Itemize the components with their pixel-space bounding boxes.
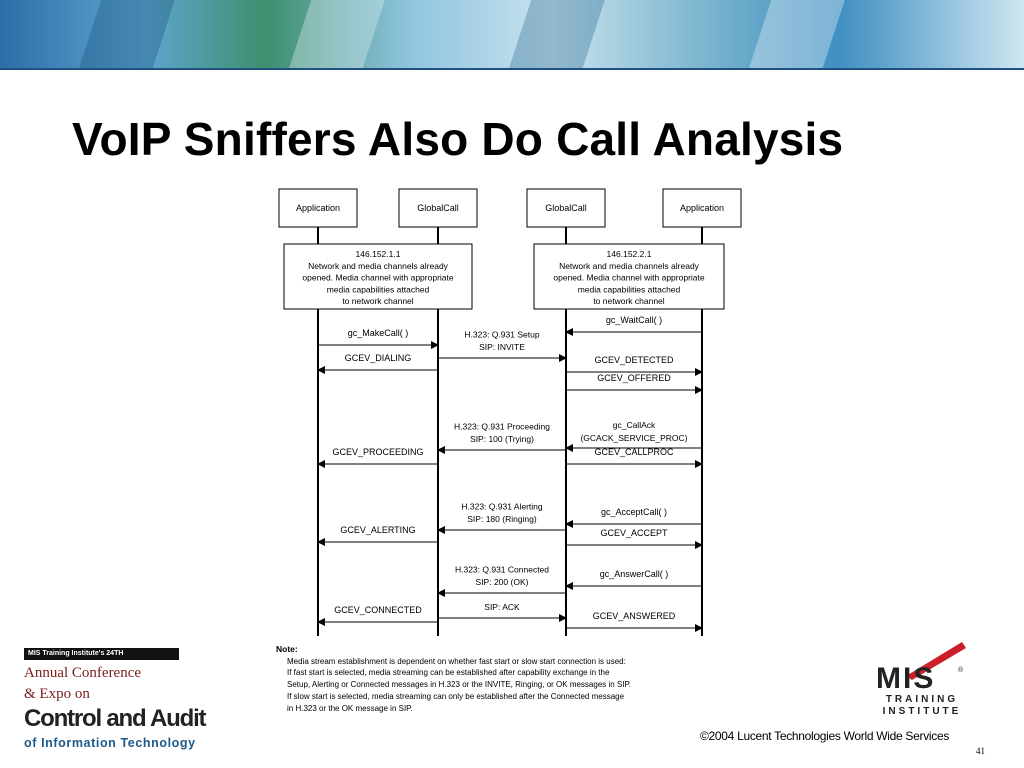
copyright-text: ©2004 Lucent Technologies World Wide Services [700, 729, 950, 743]
diagram-note [276, 644, 746, 714]
conference-line-4: of Information Technology [24, 736, 196, 750]
network-label: SIP: ACK [484, 602, 520, 612]
message-label: gc_CallAck [612, 420, 656, 430]
endpoint-label: Application [295, 203, 341, 213]
state-box-line: opened. Media channel with appropriate [302, 272, 454, 283]
logo-line-1: TRAINING [885, 694, 959, 705]
message-label: GCEV_CONNECTED [334, 605, 422, 615]
endpoint-label: GlobalCall [545, 203, 587, 213]
logo-name: MIS [876, 662, 936, 695]
state-box-line: to network channel [593, 296, 665, 307]
message-label: GCEV_OFFERED [597, 373, 671, 383]
message-label: GCEV_DIALING [344, 353, 412, 363]
state-box-line: 146.152.1.1 [355, 249, 401, 259]
conference-line-1: Annual Conference [24, 665, 142, 681]
note-line: Setup, Alerting or Connected messages in H.323 or the INVITE, Ringing, or OK messages in SIP. [287, 680, 632, 690]
state-box-line: media capabilities attached [577, 284, 681, 295]
note-line: If slow start is selected, media streaming can only be established after the Connected message [287, 691, 625, 701]
note-line: Media stream establishment is dependent on whether fast start or slow start connection is used: [287, 656, 626, 666]
page-number: 41 [976, 746, 985, 756]
logo-mark: ® [958, 667, 964, 674]
state-box-line: Network and media channels already [308, 260, 448, 271]
endpoint-label: Application [679, 203, 725, 213]
message-label: gc_WaitCall( ) [605, 315, 663, 325]
network-label: SIP: 200 (OK) [475, 577, 529, 587]
message-label: GCEV_CALLPROC [594, 447, 674, 457]
message-label: gc_AnswerCall( ) [599, 569, 669, 579]
mis-logo [870, 640, 974, 720]
message-label: GCEV_ALERTING [340, 525, 416, 535]
network-label: H.323: Q.931 Alerting [461, 501, 543, 512]
conference-logo [24, 648, 224, 750]
state-box-line: Network and media channels already [559, 260, 699, 271]
state-box-line: media capabilities attached [326, 284, 430, 295]
message-label: gc_AcceptCall( ) [600, 507, 668, 517]
conference-bar: MIS Training Institute's 24TH [24, 648, 179, 660]
message-label: gc_MakeCall( ) [347, 328, 409, 338]
network-label: SIP: INVITE [479, 342, 525, 352]
message-label: (GCACK_SERVICE_PROC) [580, 433, 688, 443]
logo-line-2: INSTITUTE [882, 706, 962, 717]
note-heading: Note: [276, 644, 298, 654]
network-label: H.323: Q.931 Setup [464, 329, 540, 340]
note-line: If fast start is selected, media streaming can be established after capability exchange in the [287, 668, 610, 678]
message-label: GCEV_ANSWERED [592, 611, 676, 621]
state-box-line: 146.152.2.1 [606, 249, 652, 259]
endpoint-label: GlobalCall [417, 203, 459, 213]
conference-line-3: Control and Audit [24, 705, 206, 732]
network-label: SIP: 100 (Trying) [470, 434, 534, 444]
network-label: SIP: 180 (Ringing) [467, 514, 537, 524]
network-label: H.323: Q.931 Connected [454, 564, 550, 575]
state-box-line: opened. Media channel with appropriate [553, 272, 705, 283]
note-line: in H.323 or the OK message in SIP. [287, 703, 413, 713]
message-label: GCEV_PROCEEDING [332, 447, 424, 457]
conference-line-2: & Expo on [24, 686, 90, 702]
message-label: GCEV_ACCEPT [600, 528, 668, 538]
network-label: H.323: Q.931 Proceeding [454, 421, 550, 432]
state-box-line: to network channel [342, 296, 414, 307]
slide-title: VoIP Sniffers Also Do Call Analysis [72, 113, 844, 165]
message-label: GCEV_DETECTED [594, 355, 674, 365]
